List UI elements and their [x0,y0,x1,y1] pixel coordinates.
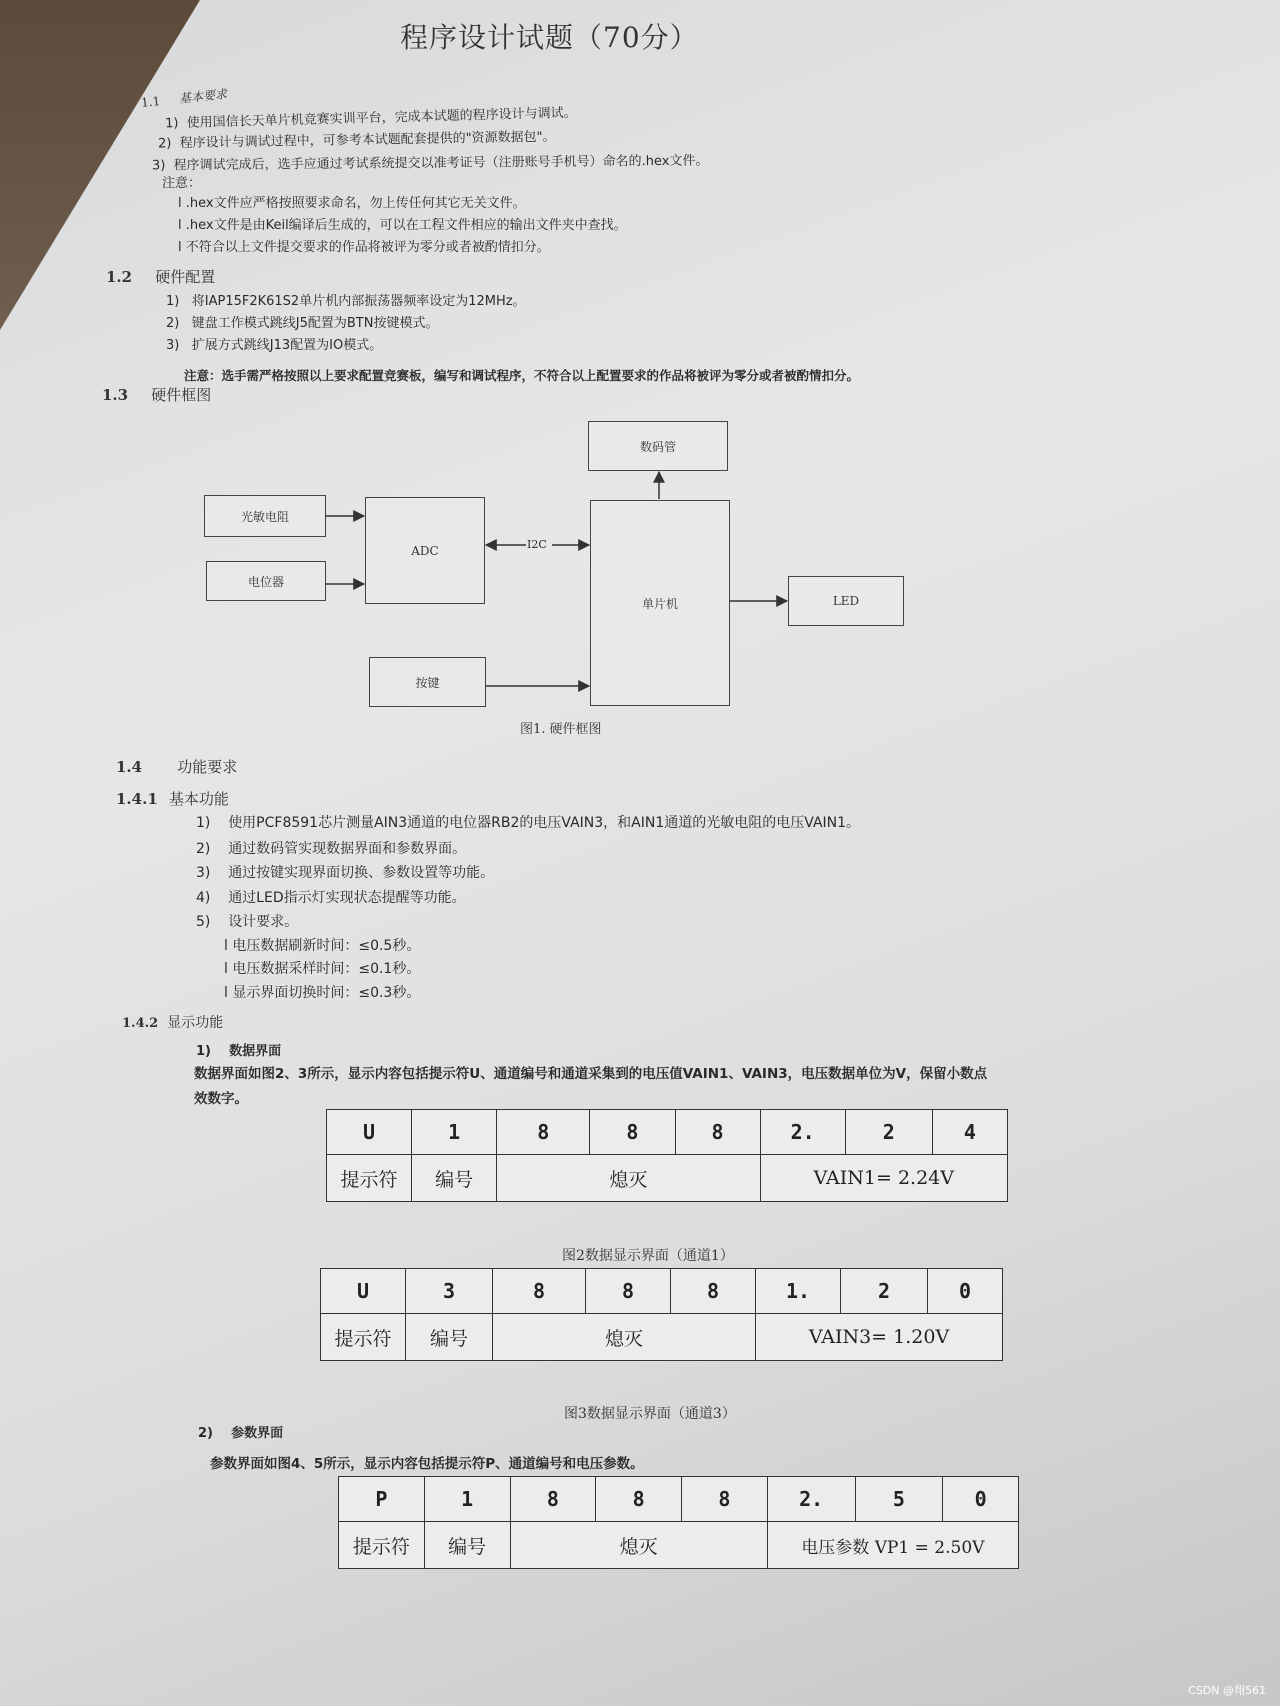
basic-note-label: 注意： [162,176,202,191]
prompt-label: 提示符 [321,1314,406,1361]
hardware-note: 注意：选手需严格按照以上要求配置竞赛板，编写和调试程序，不符合以上配置要求的作品将被评为零分或者被酌情扣分。 [184,368,860,383]
number-label: 编号 [412,1155,497,1202]
i2c-label: I2C [527,538,547,551]
digit-cell: 1. [756,1269,841,1314]
digit-cell: 1 [412,1110,497,1155]
digit-cell: U [327,1110,412,1155]
digit-cell: 0 [928,1269,1003,1314]
section-1-4-1-heading [116,788,229,809]
requirement-3: l 显示界面切换时间：≤0.3秒。 [224,985,421,1001]
digit-cell: 8 [671,1269,756,1314]
prompt-label: 提示符 [327,1155,412,1202]
photoresistor-block: 光敏电阻 [204,495,326,537]
number-label: 编号 [424,1522,510,1569]
key-block: 按键 [369,657,486,707]
display-table-channel-3 [320,1268,1003,1361]
led-block: LED [788,576,904,626]
watermark: CSDN @翔561 [1188,1684,1266,1697]
section-1-4-2-heading [122,1012,223,1032]
section-number: 1.4.2 [122,1016,159,1031]
param-ui-heading: 2) 参数界面 [198,1426,284,1441]
data-ui-desc-line-1: 数据界面如图2、3所示，显示内容包括提示符U、通道编号和通道采集到的电压值VAIN1、VAIN3，电压数据单位为V，保留小数点 [194,1066,988,1082]
data-ui-heading: 1) 数据界面 [196,1044,282,1059]
basic-note-1: l .hex文件应严格按照要求命名，勿上传任何其它无关文件。 [178,196,526,211]
digit-cell: 8 [590,1110,675,1155]
digit-cell: 2. [767,1477,855,1522]
digit-cell: 0 [943,1477,1019,1522]
prompt-label: 提示符 [339,1522,425,1569]
block-diagram-connectors [0,0,1280,760]
hardware-item-3: 3) 扩展方式跳线J13配置为IO模式。 [166,338,383,353]
digit-cell: 8 [497,1110,590,1155]
section-1-4-heading [116,756,237,777]
figure-3-caption: 图3数据显示界面（通道3） [564,1406,736,1422]
basic-note-2: l .hex文件是由Keil编译后生成的，可以在工程文件相应的输出文件夹中查找。 [178,218,627,233]
basic-item-3: 3) 程序调试完成后，选手应通过考试系统提交以准考证号（注册账号手机号）命名的.hex文件。 [151,153,709,174]
figure-2-caption: 图2数据显示界面（通道1） [562,1248,734,1264]
digit-cell: 8 [493,1269,586,1314]
section-number: 1.3 [102,386,129,404]
data-ui-desc-line-2: 效数字。 [194,1091,248,1107]
off-label: 熄灭 [493,1314,756,1361]
digit-cell: 1 [424,1477,510,1522]
section-title: 基本功能 [168,790,229,808]
section-title: 硬件框图 [151,386,212,404]
display-table-channel-1 [326,1109,1008,1202]
figure-1-caption: 图1. 硬件框图 [520,722,602,737]
digit-cell: 8 [586,1269,671,1314]
function-item-5: 5) 设计要求。 [196,914,299,930]
section-number: 1.4 [116,758,143,776]
digit-cell: 8 [675,1110,760,1155]
potentiometer-block: 电位器 [206,561,326,601]
function-item-1: 1) 使用PCF8591芯片测量AIN3通道的电位器RB2的电压VAIN3，和AIN1通道的光敏电阻的电压VAIN1。 [196,815,861,831]
hardware-item-2: 2) 键盘工作模式跳线J5配置为BTN按键模式。 [166,316,439,331]
digit-cell: 3 [406,1269,493,1314]
function-item-2: 2) 通过数码管实现数据界面和参数界面。 [196,841,467,857]
requirement-2: l 电压数据采样时间：≤0.1秒。 [224,961,421,977]
requirement-1: l 电压数据刷新时间：≤0.5秒。 [224,938,421,954]
digit-cell: 2 [845,1110,932,1155]
section-title: 功能要求 [177,758,238,776]
value-label: VAIN3= 1.20V [756,1314,1003,1361]
digit-cell: P [339,1477,425,1522]
basic-note-3: l 不符合以上文件提交要求的作品将被评为零分或者被酌情扣分。 [178,240,550,255]
hardware-item-1: 1) 将IAP15F2K61S2单片机内部振荡器频率设定为12MHz。 [166,294,526,309]
digit-cell: 8 [510,1477,596,1522]
digit-cell: 5 [855,1477,943,1522]
value-label: 电压参数 VP1 = 2.50V [767,1522,1018,1569]
off-label: 熄灭 [510,1522,767,1569]
section-title: 显示功能 [167,1015,224,1031]
digit-cell: 8 [596,1477,682,1522]
digit-cell: U [321,1269,406,1314]
page-title: 程序设计试题（70分） [400,21,699,54]
function-item-3: 3) 通过按键实现界面切换、参数设置等功能。 [196,865,495,881]
value-label: VAIN1= 2.24V [760,1155,1007,1202]
adc-block: ADC [365,497,485,604]
number-label: 编号 [406,1314,493,1361]
section-title: 硬件配置 [155,268,216,286]
digit-cell: 2. [760,1110,845,1155]
basic-item-2: 2) 程序设计与调试过程中，可参考本试题配套提供的"资源数据包"。 [157,129,556,152]
basic-item-1: 1) 使用国信长天单片机竞赛实训平台，完成本试题的程序设计与调试。 [164,105,577,132]
function-item-4: 4) 通过LED指示灯实现状态提醒等功能。 [196,890,466,906]
section-number: 1.2 [106,268,133,286]
digit-cell: 8 [682,1477,768,1522]
section-number: 1.4.1 [116,790,158,808]
param-ui-desc: 参数界面如图4、5所示，显示内容包括提示符P、通道编号和电压参数。 [210,1456,644,1472]
display-table-parameter [338,1476,1019,1569]
section-title: 基本要求 [178,86,228,106]
mcu-block: 单片机 [590,500,730,706]
off-label: 熄灭 [497,1155,760,1202]
segment-display-block: 数码管 [588,421,728,471]
section-number: 1.1 [140,93,161,110]
digit-cell: 2 [841,1269,928,1314]
digit-cell: 4 [932,1110,1007,1155]
